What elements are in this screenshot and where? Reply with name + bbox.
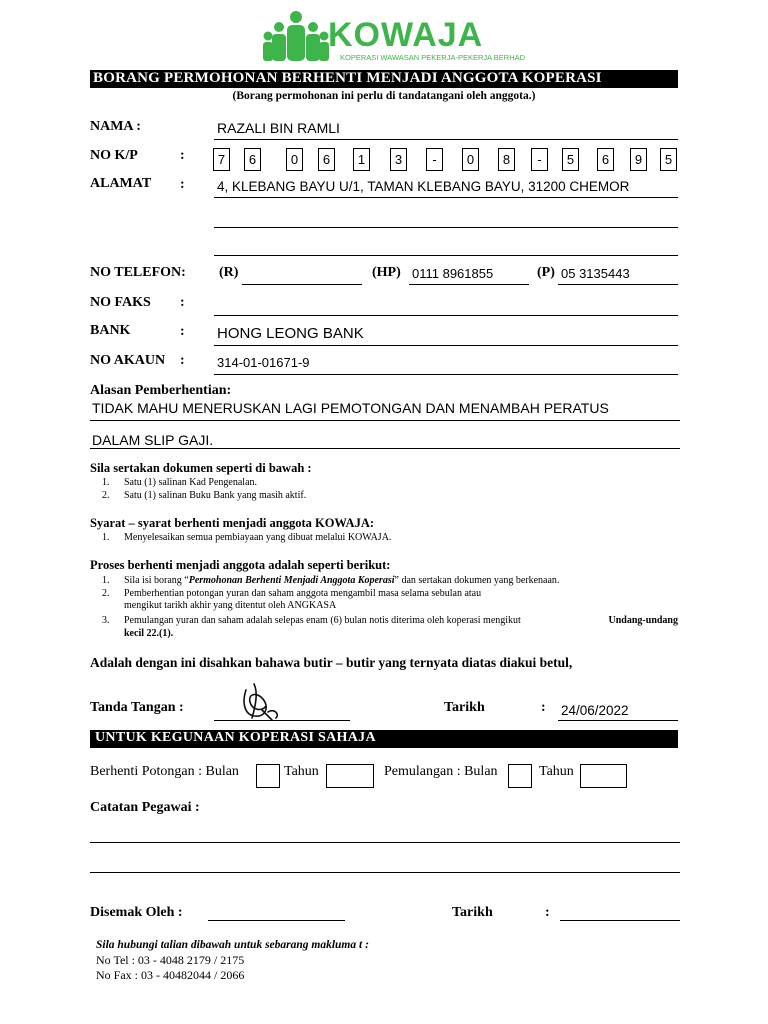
berhenti-bulan-box[interactable] [256, 764, 280, 788]
alamat-label: ALAMAT [90, 176, 152, 191]
faks-colon: : [180, 295, 185, 310]
tarikh-2-colon: : [545, 905, 550, 920]
tarikh-2-field[interactable] [560, 920, 680, 921]
contact-fax: No Fax : 03 - 40482044 / 2066 [96, 968, 245, 982]
proses-item-3-bold-2: kecil 22.(1). [124, 628, 174, 639]
tarikh-colon: : [541, 700, 546, 715]
alasan-line-1[interactable]: TIDAK MAHU MENERUSKAN LAGI PEMOTONGAN DAN MENAMBAH PERATUS [92, 400, 609, 416]
catatan-line-1[interactable] [90, 842, 680, 843]
form-subtitle: (Borang permohonan ini perlu di tandatangani oleh anggota.) [232, 90, 536, 102]
ic-digit-box[interactable]: 9 [630, 148, 647, 171]
ic-digit-box[interactable]: 8 [498, 148, 515, 171]
nokp-label: NO K/P [90, 148, 138, 163]
office-use-bar [90, 730, 678, 748]
tarikh-underline [558, 720, 678, 721]
dokumen-item-2: Satu (1) salinan Buku Bank yang masih aktif. [124, 490, 307, 501]
bank-label: BANK [90, 323, 131, 338]
catatan-line-2[interactable] [90, 872, 680, 873]
alamat-line-2 [214, 227, 678, 228]
catatan-label: Catatan Pegawai : [90, 800, 200, 815]
ic-digit-box[interactable]: 5 [660, 148, 677, 171]
alasan-label: Alasan Pemberhentian: [90, 383, 232, 398]
tahun-1-label: Tahun [284, 764, 319, 779]
pemulangan-tahun-box[interactable] [580, 764, 627, 788]
rumah-phone-field[interactable] [242, 284, 362, 285]
proses-item-2-line-1: Pemberhentian potongan yuran dan saham anggota mengambil masa selama sebulan atau [124, 588, 482, 599]
alamat-line-3 [214, 255, 678, 256]
dokumen-heading: Sila sertakan dokumen seperti di bawah : [90, 461, 312, 475]
akaun-label: NO AKAUN [90, 353, 166, 368]
bank-underline [214, 345, 678, 346]
tanda-tangan-label: Tanda Tangan : [90, 700, 184, 715]
berhenti-label: Berhenti Potongan : Bulan [90, 764, 239, 779]
tarikh-label: Tarikh [444, 700, 485, 715]
office-use-title: UNTUK KEGUNAAN KOPERASI SAHAJA [95, 730, 376, 745]
disemak-field[interactable] [208, 920, 345, 921]
ic-digit-box[interactable]: 5 [562, 148, 579, 171]
proses-item-1-pre: Sila isi borang “ [124, 575, 189, 586]
proses-item-1-post: ” dan sertakan dokumen yang berkenaan. [394, 575, 560, 586]
contact-heading: Sila hubungi talian dibawah untuk sebarang makluma t : [96, 939, 369, 951]
nama-field[interactable]: RAZALI BIN RAMLI [217, 120, 340, 136]
proses-item-3-pre: Pemulangan yuran dan saham adalah selepas enam (6) bulan notis diterima oleh koperasi mengikut [124, 615, 521, 626]
hp-label: (HP) [372, 265, 401, 280]
proses-item-1-bold: Permohonan Berhenti Menjadi Anggota Koperasi [188, 575, 395, 586]
ic-digit-box[interactable]: 6 [597, 148, 614, 171]
title-bar [90, 70, 678, 88]
ic-digit-box[interactable]: 3 [390, 148, 407, 171]
tahun-2-label: Tahun [539, 764, 574, 779]
ic-digit-box[interactable]: 0 [462, 148, 479, 171]
faks-label: NO FAKS [90, 295, 151, 310]
telefon-label: NO TELEFON: [90, 265, 186, 280]
alasan-line-2[interactable]: DALAM SLIP GAJI. [92, 432, 214, 448]
proses-item-3-bold-1: Undang-undang [608, 615, 678, 626]
proses-item-3 [124, 615, 678, 626]
people-logo-icon [262, 10, 330, 66]
logo-name: KOWAJA [328, 16, 484, 54]
ic-digit-box[interactable]: 6 [318, 148, 335, 171]
form-title: BORANG PERMOHONAN BERHENTI MENJADI ANGGOTA KOPERASI [93, 70, 602, 86]
dokumen-num-2: 2. [102, 490, 110, 501]
alamat-colon: : [180, 177, 185, 192]
proses-item-2-line-2: mengikut tarikh akhir yang ditentut oleh ANGKASA [124, 600, 337, 611]
alamat-field[interactable]: 4, KLEBANG BAYU U/1, TAMAN KLEBANG BAYU, 31200 CHEMOR [217, 179, 630, 194]
signature-icon [232, 680, 288, 724]
rumah-label: (R) [219, 265, 239, 280]
faks-field[interactable] [214, 315, 678, 316]
nama-label: NAMA : [90, 119, 141, 134]
tarikh-2-label: Tarikh [452, 905, 493, 920]
bank-colon: : [180, 324, 185, 339]
alasan-underline-1 [90, 420, 680, 421]
syarat-item-1: Menyelesaikan semua pembiayaan yang dibuat melalui KOWAJA. [124, 532, 392, 543]
pejabat-label: (P) [537, 265, 555, 280]
proses-num-1: 1. [102, 575, 110, 586]
proses-item-1 [124, 575, 559, 586]
contact-tel: No Tel : 03 - 4048 2179 / 2175 [96, 953, 245, 967]
ic-digit-box[interactable]: - [531, 148, 548, 171]
pejabat-field[interactable]: 05 3135443 [561, 266, 630, 281]
ic-digit-box[interactable]: 7 [213, 148, 230, 171]
declaration-text: Adalah dengan ini disahkan bahawa butir – butir yang ternyata diatas diakui betul, [90, 655, 573, 670]
bank-field[interactable]: HONG LEONG BANK [217, 325, 364, 342]
pejabat-underline [558, 284, 678, 285]
tarikh-field[interactable]: 24/06/2022 [561, 703, 629, 718]
berhenti-tahun-box[interactable] [326, 764, 374, 788]
syarat-heading: Syarat – syarat berhenti menjadi anggota KOWAJA: [90, 516, 375, 530]
pemulangan-label: Pemulangan : Bulan [384, 764, 498, 779]
hp-field[interactable]: 0111 8961855 [412, 266, 494, 281]
proses-num-2: 2. [102, 588, 110, 599]
proses-num-3: 3. [102, 615, 110, 626]
nama-underline [214, 139, 678, 140]
ic-digit-box[interactable]: 1 [353, 148, 370, 171]
signature-field[interactable] [214, 720, 350, 721]
logo-tagline: KOPERASI WAWASAN PEKERJA-PEKERJA BERHAD [340, 53, 526, 62]
akaun-underline [214, 374, 678, 375]
dokumen-item-1: Satu (1) salinan Kad Pengenalan. [124, 477, 258, 488]
alamat-line-1 [214, 197, 678, 198]
akaun-field[interactable]: 314-01-01671-9 [217, 355, 310, 370]
ic-digit-box[interactable]: 6 [244, 148, 261, 171]
dokumen-num-1: 1. [102, 477, 110, 488]
ic-digit-box[interactable]: 0 [286, 148, 303, 171]
akaun-colon: : [180, 353, 185, 368]
ic-digit-box[interactable]: - [426, 148, 443, 171]
alasan-underline-2 [90, 448, 680, 449]
disemak-label: Disemak Oleh : [90, 905, 183, 920]
pemulangan-bulan-box[interactable] [508, 764, 532, 788]
kowaja-logo [262, 10, 526, 66]
proses-heading: Proses berhenti menjadi anggota adalah seperti berikut: [90, 558, 391, 572]
syarat-num-1: 1. [102, 532, 110, 543]
hp-underline [409, 284, 529, 285]
nokp-colon: : [180, 148, 185, 163]
